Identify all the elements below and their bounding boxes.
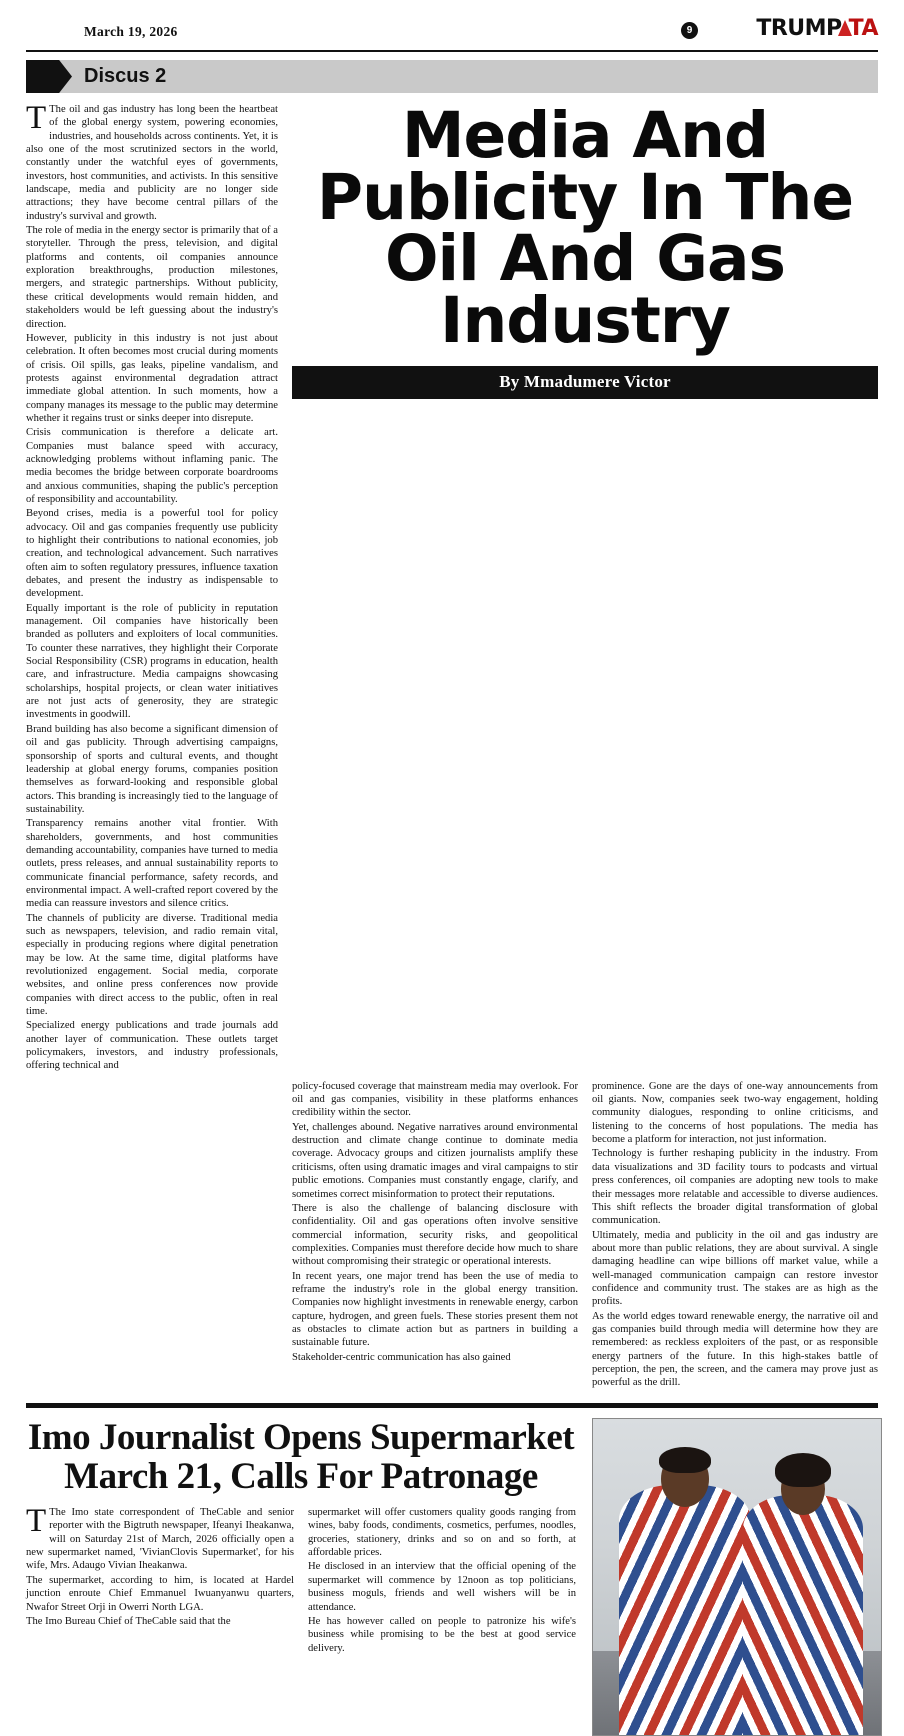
paragraph: Brand building has also become a significant dimension of oil and gas publicity. Through advertising campaigns, sponsorship of sports and cultural events, and thought leadership at global energy forums, companies position themselves as forward-looking and responsible global actors. This branding is increasingly tied to the language of sustainability.	[26, 723, 278, 815]
paragraph: supermarket will offer customers quality goods ranging from wines, baby foods, condiments, cosmetics, perfumes, noodles, groceries, stationery, drinks and so on and so forth, at affordable prices.	[308, 1507, 576, 1559]
issue-date: March 19, 2026	[84, 24, 178, 39]
paragraph: There is also the challenge of balancing disclosure with confidentiality. Oil and gas operations often involve sensitive commercial information, security risks, and geopolitical complexities. Companies must therefore decide how much to share without compromising their strategic or operational interests.	[292, 1202, 578, 1268]
paragraph: Equally important is the role of publicity in reputation management. Oil companies have historically been branded as polluters and exploiters of local communities. To counter these narratives, they highlight their Corporate Social Responsibility (CSR) programs in education, health care, and infrastructure. Media campaigns showcasing scholarships, hospital projects, or clean water initiatives are not just acts of generosity, they are strategic investments in goodwill.	[26, 602, 278, 721]
top-area	[26, 99, 878, 1074]
paragraph: The channels of publicity are diverse. Traditional media such as newspapers, television, and radio remain vital, especially in producing regions where digital penetration may be low. At the same time, digital platforms have revolutionized engagement. Social media, corporate websites, and online press conferences now provide companies with direct access to the public, often in real time.	[26, 912, 278, 1018]
paragraph	[26, 100, 278, 223]
main-story-lower-columns	[26, 1080, 878, 1391]
photo-hair-woman	[775, 1453, 831, 1487]
masthead	[26, 16, 878, 52]
second-story-headline: Imo Journalist Opens Supermarket March 21, Calls For Patronage	[27, 1416, 575, 1497]
section-divider	[26, 1403, 878, 1408]
section-title: Discus 2	[84, 65, 167, 87]
main-story-column-2	[292, 1080, 578, 1391]
newspaper-logo	[756, 16, 878, 41]
section-bar	[26, 60, 878, 93]
logo-text-left: TRUMP	[756, 16, 842, 41]
paragraph: However, publicity in this industry is not just about celebration. It often becomes most crucial during moments of crisis. Oil spills, gas leaks, pipeline vandalism, and protests against environmental degradation attract immediate global attention. In such moments, how a company manages its message to the public may determine whether it regains trust or sinks deeper into disrepute.	[26, 332, 278, 424]
second-story-photo-wrap	[592, 1418, 882, 1736]
page-number-badge: 9	[681, 22, 698, 39]
paragraph: Crisis communication is therefore a delicate art. Companies must balance speed with accuracy, acknowledging problems without inflaming panic. The media becomes the bridge between corporate boardrooms and anxious communities, shaping the public's perception of responsibility and accountability.	[26, 427, 278, 505]
paragraph: The Imo Bureau Chief of TheCable said that the	[26, 1615, 231, 1627]
paragraph: policy-focused coverage that mainstream media may overlook. For oil and gas companies, visibility in these platforms enhances credibility within the sector.	[292, 1080, 578, 1119]
main-story-column-1	[26, 100, 278, 1074]
paragraph: He disclosed in an interview that the official opening of the supermarket will commence by 12noon as top politicians, business moguls, friends and well wishers will be in attendance.	[308, 1561, 576, 1613]
logo-text-right: TA	[848, 16, 878, 41]
main-story-column-3	[592, 1080, 878, 1391]
paragraph: The supermarket, according to him, is located at Hardel junction enroute Chief Emmanuel Iwuanyanwu quarters, Nwafor Street Orji in Owerri North LGA.	[26, 1574, 294, 1613]
arrow-right-icon	[26, 60, 72, 93]
main-byline: By Mmadumere Victor	[292, 366, 878, 399]
paragraph	[26, 1503, 294, 1573]
main-headline-block	[292, 99, 878, 1074]
drop-cap: T	[26, 1503, 47, 1540]
paragraph: Stakeholder-centric communication has also gained	[292, 1351, 511, 1363]
second-story-text	[26, 1418, 576, 1736]
photo-person-woman	[743, 1495, 863, 1735]
paragraph: Yet, challenges abound. Negative narratives around environmental destruction and climate change continue to dominate media coverage. Advocacy groups and citizen journalists amplify these criticisms, often using dramatic images and viral campaigns to stir public emotions. Companies must constantly engage, clarify, and sometimes correct misinformation to protect their reputations.	[292, 1121, 578, 1200]
couple-photo	[592, 1418, 882, 1736]
second-story-columns	[26, 1503, 576, 1656]
paragraph-text: The Imo state correspondent of TheCable and senior reporter with the Bigtruth newspaper, Ifeanyi Iheakanwa, will on Saturday 21st of March, 2026 officially open a new supermarket named, 'VivianClovis Supermarket', for his wife, Mrs. Adaugo Vivian Iheakanwa.	[26, 1507, 294, 1572]
paragraph: He has however called on people to patronize his wife's business while promising to be the best at good service delivery.	[308, 1615, 576, 1654]
paragraph: As the world edges toward renewable energy, the narrative oil and gas companies build through media will determine how they are remembered: as reckless exploiters of the past, or as responsible energy partners of the future. In this high-stakes battle of perception, the pen, the screen, and the camera may prove just as powerful as the drill.	[592, 1310, 878, 1389]
paragraph: The role of media in the energy sector is primarily that of a storyteller. Through the press, television, and digital platforms and contents, oil companies announce exploration breakthroughs, production milestones, mergers, and strategic partnerships. Without publicity, these critical developments would remain hidden, and stakeholders would be left guessing about the industry's direction.	[26, 225, 278, 330]
paragraph: Transparency remains another vital frontier. With shareholders, governments, and host communities demanding accountability, companies have turned to media outlets, press releases, and annual sustainability reports to communicate financial performance, safety records, and environmental impact. A well-crafted report covered by the media can reassure investors and silence critics.	[26, 818, 278, 910]
paragraph: Specialized energy publications and trade journals add another layer of communication. These outlets target policymakers, investors, and industry professionals, offering technical and	[26, 1020, 278, 1072]
photo-person-man	[619, 1485, 751, 1735]
photo-hair-man	[659, 1447, 711, 1473]
paragraph: Ultimately, media and publicity in the oil and gas industry are about more than public relations, they are about survival. A single damaging headline can wipe billions off market value, while a well-managed communication campaign can restore investor confidence and community trust. The stakes are as high as the profits.	[592, 1229, 878, 1308]
second-story	[26, 1418, 878, 1736]
main-headline: Media And Publicity In The Oil And Gas Industry	[316, 99, 854, 358]
second-story-column-1	[26, 1503, 294, 1656]
drop-cap: T	[26, 100, 47, 136]
paragraph: Beyond crises, media is a powerful tool for policy advocacy. Oil and gas companies frequently use publicity to highlight their contributions to national economies, job creation, and technological advancement. Such narratives often aim to soften regulatory pressures, influence taxation debates, and present the industry as indispensable to development.	[26, 508, 278, 600]
paragraph: In recent years, one major trend has been the use of media to reframe the industry's role in the global energy transition. Companies now highlight investments in renewable energy, carbon capture, hydrogen, and green fuels. These stories present them not as obstacles to climate action but as partners in building a sustainable future.	[292, 1270, 578, 1349]
paragraph: Technology is further reshaping publicity in the industry. From data visualizations and 3D facility tours to podcasts and virtual press conferences, oil companies are adopting new tools to make their messages more relatable and accessible to diverse audiences. This shift reflects the broader digital transformation of global communication.	[592, 1148, 878, 1227]
paragraph: prominence. Gone are the days of one-way announcements from oil giants. Now, companies seek two-way engagement, holding community dialogues, responding to online criticisms, and listening to the concerns of host populations. The media has become a platform for interaction, not just information.	[592, 1080, 878, 1146]
second-story-column-2	[308, 1506, 576, 1656]
newspaper-page	[0, 16, 904, 1654]
flame-icon	[838, 20, 852, 36]
paragraph-text: The oil and gas industry has long been the heartbeat of the global energy system, powering economies, industries, and households across continents. Yet, it is also one of the most scrutinized sectors in the world, constantly under the watchful eyes of governments, investors, host communities, and activists. In this sensitive landscape, media and publicity are no longer side attractions; they have become central pillars of the industry's survival and growth.	[26, 104, 278, 222]
